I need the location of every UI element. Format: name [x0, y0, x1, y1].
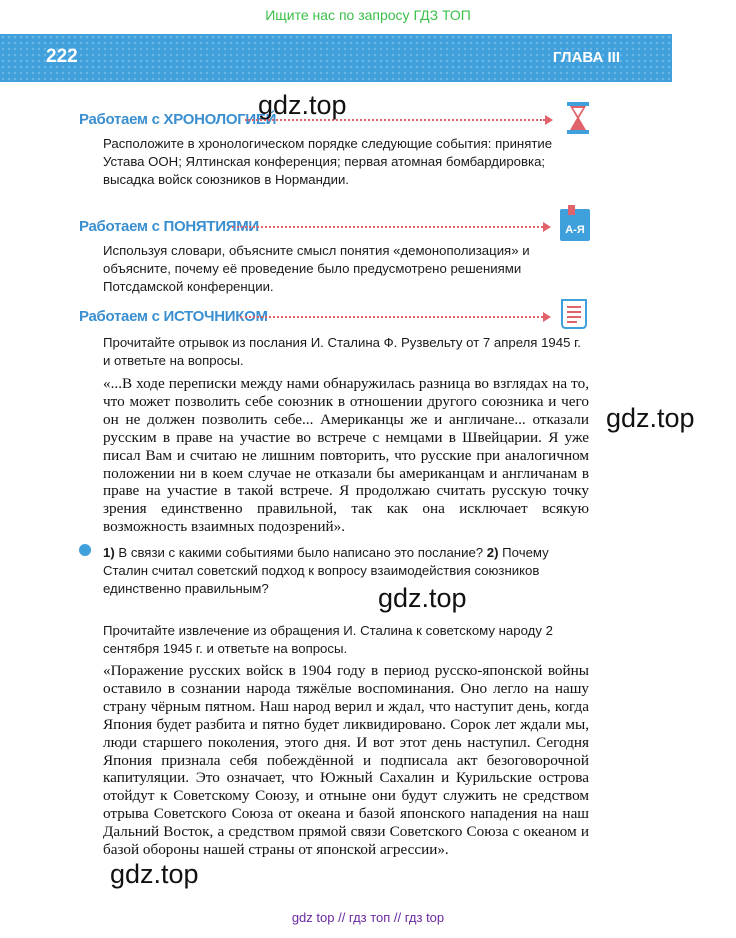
- section-title-source: Работаем с ИСТОЧНИКОМ: [79, 308, 268, 325]
- source-quote-stalin-address: «Поражение русских войск в 1904 году в период русско-японской войны оставило в сознании народа тяжёлые воспоминания. Оно легло на нашу страну чёрным пятном. Наш народ верил и ждал, что наступит день, когда Япония будет разбита и пятно будет ликвидировано. Сорок лет ждали мы, люди старшего поколения, этого дня. И вот этот день наступил. Сегодня Япония признала себя побеждённой и подписала акт безоговорочной капитуляции. Это означает, что Южный Сахалин и Курильские острова отойдут к Советскому Союзу, и отныне они будут служить не средством отрыва Советского Союза от океана и базой японского нападения на наш Дальний Восток, а средством прямой связи Советского Союза с океаном и базой обороны нашей страны от японской агрессии».: [103, 662, 589, 859]
- hourglass-icon: [566, 102, 590, 134]
- page-number: 222: [46, 46, 78, 67]
- task-concepts: Используя словари, объясните смысл понятия «демонополизация» и объясните, почему её проведение было предусмотрено решениями Потсдамской конференции.: [103, 243, 530, 294]
- document-icon: [558, 298, 590, 330]
- task-chronology: Расположите в хронологическом порядке следующие события: принятие Устава ООН; Ялтинская конференция; первая атомная бомбардировка; высадка войск союзников в Нормандии.: [103, 136, 553, 187]
- section-title-chronology: Работаем с ХРОНОЛОГИЕЙ: [79, 111, 277, 128]
- watermark: gdz.top: [110, 859, 199, 889]
- source-quote-stalin-roosevelt: «...В ходе переписки между нами обнаружилась разница во взглядах на то, что может позволить себе союзник в отношении другого союзника и чего он не должен позволить себе... Американцы же и англичане... отказали русским в праве на участие во встрече с немцами в Швейцарии. Я уже писал Вам и считаю не лишним повторить, что русские при аналогичном положении ни в коем случае не отказали бы американцам и англичанам в праве на участие в такой встрече. Я продолжаю считать русскую точку зрения единственно правильной, так как она исключает всякую возможность взаимных подозрений».: [103, 375, 589, 536]
- dictionary-icon-label: А-Я: [565, 224, 585, 236]
- question-2: Почему Сталин считал советский подход к вопросу взаимодействия союзников единственно правильным?: [103, 545, 549, 596]
- divider-dotted: [240, 316, 543, 318]
- watermark: gdz.top: [258, 90, 347, 120]
- questions-block: [103, 544, 589, 598]
- divider-dotted: [232, 226, 543, 228]
- chapter-title: ГЛАВА III: [552, 49, 620, 66]
- dictionary-icon: [560, 205, 590, 241]
- task-source-2-intro: Прочитайте извлечение из обращения И. Сталина к советскому народу 2 сентября 1945 г. и ответьте на вопросы.: [103, 623, 553, 656]
- page-header: [0, 34, 672, 82]
- footer-links[interactable]: gdz top // гдз топ // гдз top: [291, 910, 445, 925]
- watermark: gdz.top: [378, 583, 467, 613]
- question-number: 2): [486, 545, 499, 560]
- section-title-concepts: Работаем с ПОНЯТИЯМИ: [79, 218, 259, 235]
- question-1: В связи с какими событиями было написано это послание?: [114, 545, 487, 560]
- task-source-intro: Прочитайте отрывок из послания И. Сталина Ф. Рузвельту от 7 апреля 1945 г. и ответьте на вопросы.: [103, 335, 581, 368]
- question-number: 1): [103, 545, 115, 560]
- arrow-right-icon: [543, 222, 551, 232]
- arrow-right-icon: [545, 115, 553, 125]
- top-banner[interactable]: Ищите нас по запросу ГДЗ ТОП: [265, 7, 471, 23]
- question-bullet-icon: [79, 544, 91, 556]
- watermark: gdz.top: [606, 403, 695, 433]
- arrow-right-icon: [543, 312, 551, 322]
